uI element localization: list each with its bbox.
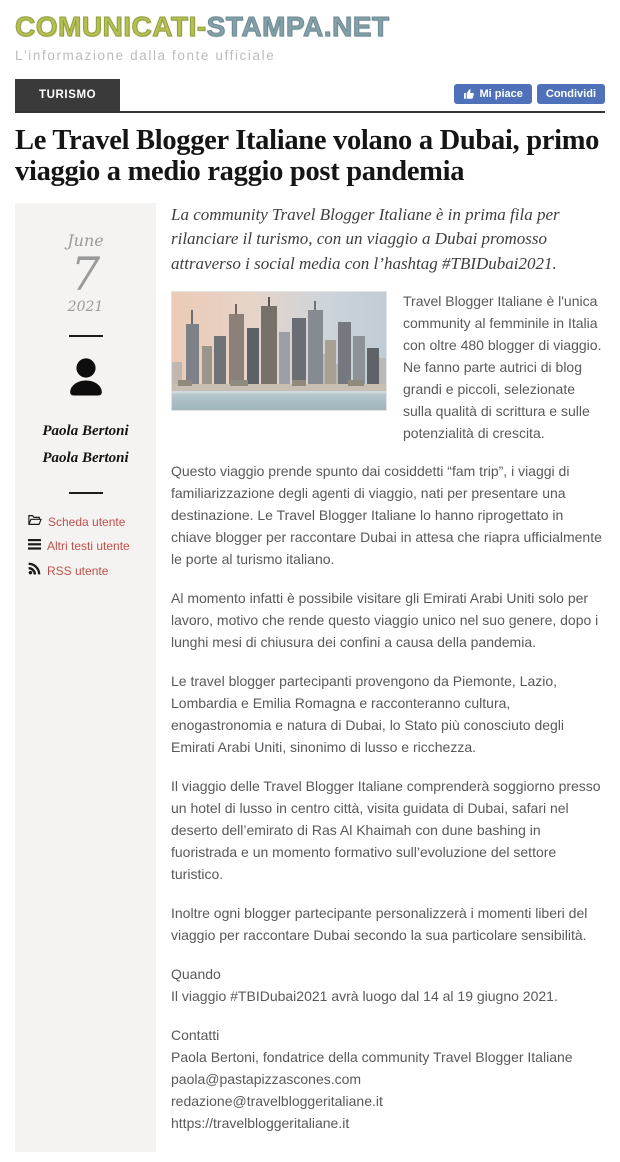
- contacts-founder: Paola Bertoni, fondatrice della community Travel Blogger Italiane: [171, 1048, 573, 1065]
- lead-section: [171, 291, 605, 445]
- sidebar-links: [25, 510, 146, 584]
- publish-date-year: 2021: [67, 298, 104, 315]
- sidebar-link-label: RSS utente: [47, 563, 109, 578]
- contacts-label: Contatti: [171, 1026, 220, 1043]
- author-name: Paola Bertoni: [42, 449, 129, 466]
- sidebar-divider: [69, 335, 103, 337]
- sidebar-link-rss[interactable]: [28, 559, 146, 584]
- publish-date-day: 7: [70, 247, 101, 302]
- category-bar: [15, 79, 605, 113]
- fb-like-button[interactable]: [454, 84, 531, 104]
- quando-section: [171, 964, 605, 1008]
- site-logo-secondary: STAMPA.NET: [206, 11, 390, 42]
- article-sidebar: [15, 203, 156, 1151]
- article-title: Le Travel Blogger Italiane volano a Dubai, primo viaggio a medio raggio post pandemia: [15, 124, 600, 187]
- article-paragraph: Questo viaggio prende spunto dai cosiddetti “fam trip”, i viaggi di familiarizzazione degli agenti di viaggio, nati per presentare una destinazione. Le Travel Blogger Italiane lo hanno riprogettato in chiave blogger per raccontare Dubai in attesa che riapra ufficialmente le porte al turismo italiano.: [171, 463, 602, 568]
- site-header: [15, 12, 605, 63]
- fb-share-label: Condividi: [545, 87, 596, 100]
- contacts-email-2: redazione@travelbloggeritaliane.it: [171, 1092, 383, 1109]
- quando-text: Il viaggio #TBIDubai2021 avrà luogo dal 14 al 19 giugno 2021.: [171, 987, 558, 1004]
- site-tagline: L'informazione dalla fonte ufficiale: [15, 47, 276, 63]
- contacts-email-1: paola@pastapizzascones.com: [171, 1070, 362, 1087]
- thumbs-up-icon: [463, 88, 475, 100]
- sidebar-link-altri-testi[interactable]: [28, 534, 146, 559]
- list-icon: [28, 534, 41, 559]
- contacts-website: https://travelbloggeritaliane.it: [171, 1114, 350, 1131]
- publish-date-month: June: [67, 231, 104, 251]
- quando-label: Quando: [171, 965, 221, 982]
- sidebar-link-scheda-utente[interactable]: [28, 510, 146, 535]
- contacts-section: [171, 1025, 605, 1135]
- user-icon: [61, 353, 111, 403]
- fb-like-label: Mi piace: [479, 87, 523, 100]
- avatar: [25, 353, 146, 408]
- article-intro: La community Travel Blogger Italiane è in prima fila per rilanciare il turismo, con un viaggio a Dubai promosso attraverso i social media con l’hashtag #TBIDubai2021.: [171, 205, 560, 273]
- author-name: Paola Bertoni: [42, 422, 129, 439]
- sidebar-divider: [69, 492, 103, 494]
- article-body: [156, 203, 605, 1151]
- folder-icon: [28, 510, 42, 535]
- sidebar-link-label: Scheda utente: [48, 514, 126, 529]
- site-logo-primary: COMUNICATI-: [15, 11, 207, 42]
- publish-date: [25, 231, 146, 314]
- rss-icon: [28, 559, 41, 584]
- lead-paragraph: Travel Blogger Italiane è l'unica community al femminile in Italia con oltre 480 blogger di viaggio. Ne fanno parte autrici di blog grandi e piccoli, selezionate sulla qualità di scrittura e sulle potenzialità di crescita.: [403, 292, 602, 441]
- site-logo[interactable]: [15, 12, 605, 43]
- sidebar-link-label: Altri testi utente: [47, 539, 130, 554]
- facebook-buttons: [454, 84, 605, 111]
- category-tab-turismo[interactable]: TURISMO: [15, 79, 120, 111]
- article-paragraph: Al momento infatti è possibile visitare gli Emirati Arabi Uniti solo per lavoro, motivo che rende questo viaggio unico nel suo genere, dopo i lunghi mesi di chiusura dei confini a causa della pandemia.: [171, 590, 599, 651]
- article-paragraph: Le travel blogger partecipanti provengono da Piemonte, Lazio, Lombardia e Emilia Romagna e racconteranno cultura, enogastronomia e natura di Dubai, lo Stato più conosciuto degli Emirati Arabi Uniti, sinonimo di lusso e ricchezza.: [171, 673, 565, 756]
- article-paragraph: Inoltre ogni blogger partecipante personalizzerà i momenti liberi del viaggio per raccontare Dubai secondo la sua particolare sensibilità.: [171, 904, 588, 943]
- article-paragraph: Il viaggio delle Travel Blogger Italiane comprenderà soggiorno presso un hotel di lusso in centro città, visita guidata di Dubai, safari nel deserto dell’emirato di Ras Al Khaimah con dune bashing in fuoristrada e un momento formativo sull’evoluzione del settore turistico.: [171, 778, 601, 882]
- content-area: [15, 203, 605, 1151]
- dubai-skyline-photo: [171, 291, 387, 411]
- fb-share-button[interactable]: [537, 84, 605, 104]
